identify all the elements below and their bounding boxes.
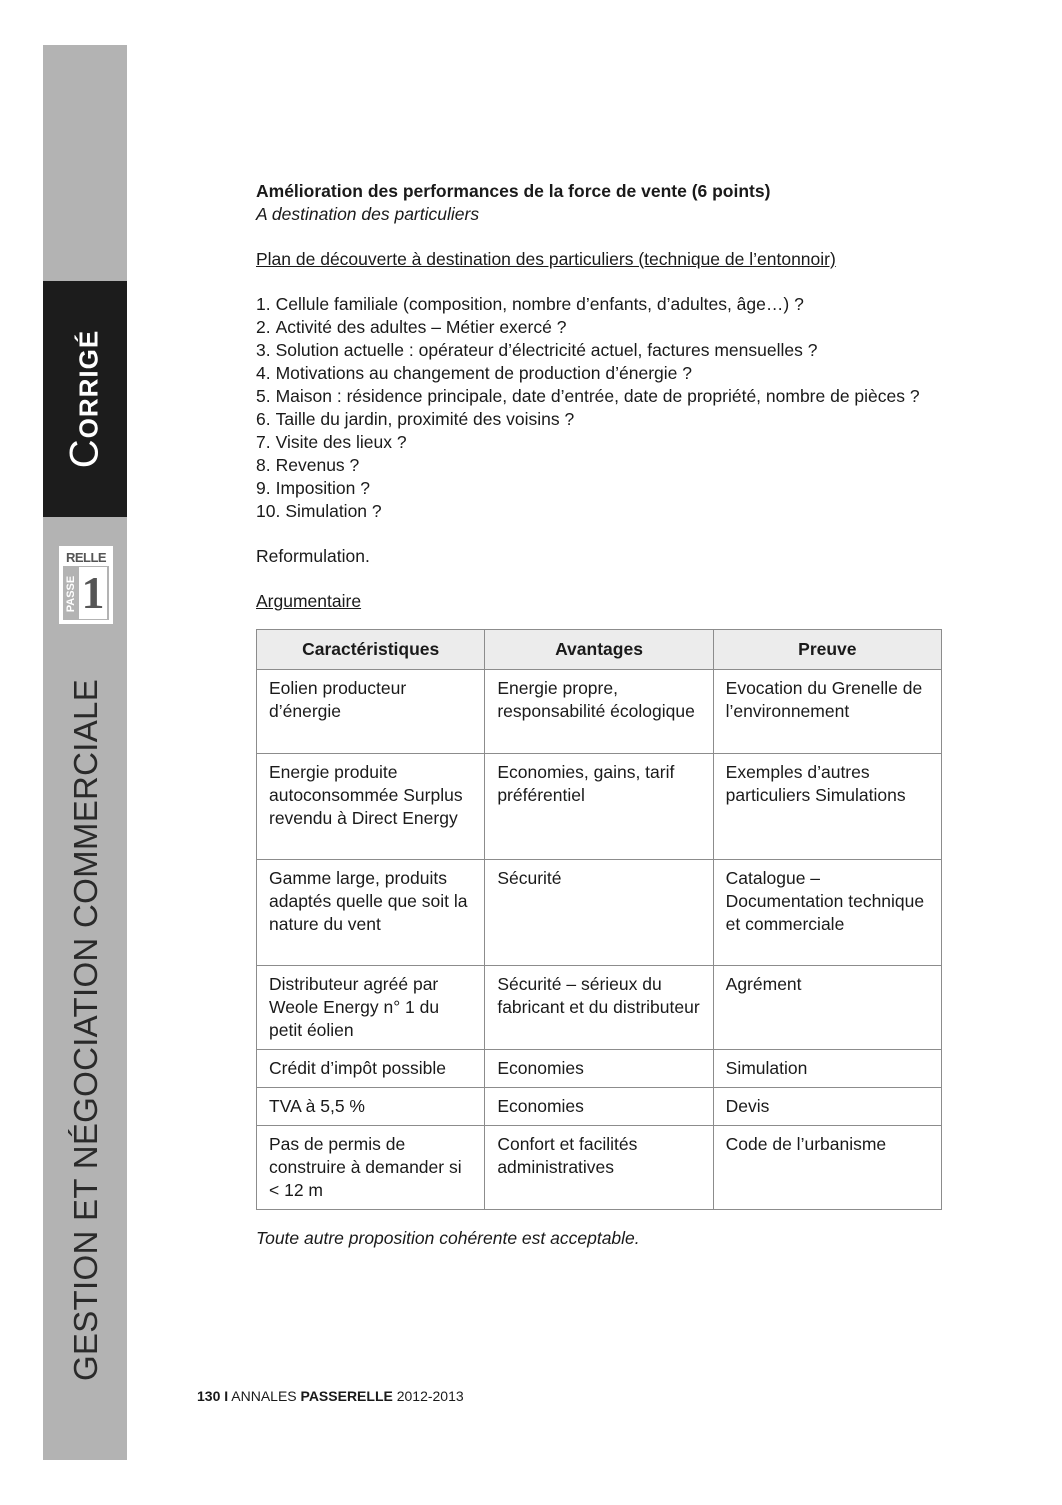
table-cell: Sécurité – sérieux du fabricant et du distributeur — [485, 966, 713, 1050]
table-cell: TVA à 5,5 % — [257, 1088, 485, 1126]
argumentaire-table — [256, 629, 942, 1210]
logo-number: 1 — [79, 567, 107, 619]
list-item: 3. Solution actuelle : opérateur d’électricité actuel, factures mensuelles ? — [256, 340, 818, 360]
page-number: 130 — [197, 1388, 221, 1404]
corrige-label: CORRIGÉ — [62, 329, 107, 469]
logo-top-text: RELLE — [63, 550, 109, 566]
list-item: 8. Revenus ? — [256, 455, 360, 475]
table-cell: Code de l’urbanisme — [713, 1126, 941, 1210]
table-row — [257, 1126, 942, 1210]
list-item: 1. Cellule familiale (composition, nombre d’enfants, d’adultes, âge…) ? — [256, 294, 804, 314]
column-header: Preuve — [713, 630, 941, 670]
column-header: Caractéristiques — [257, 630, 485, 670]
section-title-vertical: GESTION ET NÉGOCIATION COMMERCIALE — [67, 678, 104, 1382]
logo-side-text: PASSE — [65, 575, 77, 613]
table-cell: Devis — [713, 1088, 941, 1126]
table-header-row — [257, 630, 942, 670]
table-row — [257, 1088, 942, 1126]
table-row — [257, 1050, 942, 1088]
list-item: 9. Imposition ? — [256, 478, 370, 498]
table-cell: Confort et facilités administratives — [485, 1126, 713, 1210]
table-cell: Economies — [485, 1088, 713, 1126]
passerelle-logo — [59, 546, 113, 624]
table-cell: Simulation — [713, 1050, 941, 1088]
list-item: 10. Simulation ? — [256, 501, 382, 521]
reformulation-text: Reformulation. — [256, 546, 370, 566]
table-row — [257, 860, 942, 966]
plan-title: Plan de découverte à destination des particuliers (technique de l’entonnoir) — [256, 249, 836, 269]
questions-list — [256, 293, 942, 523]
list-item: 6. Taille du jardin, proximité des voisins ? — [256, 409, 575, 429]
table-cell: Evocation du Grenelle de l’environnement — [713, 670, 941, 754]
list-item: 2. Activité des adultes – Métier exercé ? — [256, 317, 567, 337]
argumentaire-title: Argumentaire — [256, 591, 362, 611]
column-header: Avantages — [485, 630, 713, 670]
table-cell: Eolien producteur d’énergie — [257, 670, 485, 754]
table-cell: Gamme large, produits adaptés quelle que soit la nature du vent — [257, 860, 485, 966]
footer-note: Toute autre proposition cohérente est acceptable. — [256, 1228, 640, 1248]
table-cell: Crédit d’impôt possible — [257, 1050, 485, 1088]
list-item: 7. Visite des lieux ? — [256, 432, 407, 452]
table-row — [257, 754, 942, 860]
page-subheading: A destination des particuliers — [256, 204, 480, 224]
table-cell: Energie produite autoconsommée Surplus revendu à Direct Energy — [257, 754, 485, 860]
table-row — [257, 966, 942, 1050]
list-item: 5. Maison : résidence principale, date d’entrée, date de propriété, nombre de pièces ? — [256, 386, 920, 406]
table-cell: Pas de permis de construire à demander si < 12 m — [257, 1126, 485, 1210]
table-cell: Economies, gains, tarif préférentiel — [485, 754, 713, 860]
table-cell: Energie propre, responsabilité écologique — [485, 670, 713, 754]
table-row — [257, 670, 942, 754]
page-footer: 130 I ANNALES PASSERELLE 2012-2013 — [197, 1388, 464, 1404]
page-heading: Amélioration des performances de la force de vente (6 points) — [256, 181, 771, 201]
table-cell: Agrément — [713, 966, 941, 1050]
table-cell: Catalogue – Documentation technique et commerciale — [713, 860, 941, 966]
table-cell: Sécurité — [485, 860, 713, 966]
table-cell: Exemples d’autres particuliers Simulations — [713, 754, 941, 860]
list-item: 4. Motivations au changement de production d’énergie ? — [256, 363, 692, 383]
page-content — [256, 180, 942, 1268]
table-cell: Economies — [485, 1050, 713, 1088]
table-cell: Distributeur agréé par Weole Energy n° 1 du petit éolien — [257, 966, 485, 1050]
